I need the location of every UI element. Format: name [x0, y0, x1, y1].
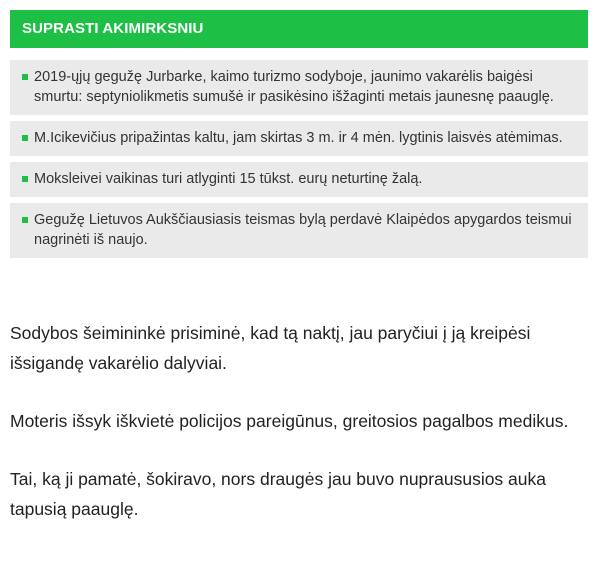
green-square-bullet-icon — [22, 176, 28, 182]
summary-item — [10, 121, 588, 156]
summary-item-text: 2019-ųjų gegužę Jurbarke, kaimo turizmo sodyboje, jaunimo vakarėlis baigėsi smurtu: septyniolikmetis sumušė ir pasikėsino išžaginti metais jaunesnę paauglę. — [34, 69, 554, 105]
summary-item-text: Moksleivei vaikinas turi atlyginti 15 tūkst. eurų neturtinę žalą. — [34, 171, 423, 187]
summary-item — [10, 203, 588, 258]
summary-title: SUPRASTI AKIMIRKSNIU — [10, 10, 588, 48]
article-body — [10, 318, 588, 552]
summary-item-text: M.Icikevičius pripažintas kaltu, jam skirtas 3 m. ir 4 mėn. lygtinis laisvės atėmimas. — [34, 130, 563, 146]
article-paragraph: Moteris išsyk iškvietė policijos pareigūnus, greitosios pagalbos medikus. — [10, 411, 569, 431]
summary-item — [10, 162, 588, 197]
green-square-bullet-icon — [22, 217, 28, 223]
article-paragraph: Tai, ką ji pamatė, šokiravo, nors draugės jau buvo nupraususios auka tapusią paauglę. — [10, 469, 546, 519]
green-square-bullet-icon — [22, 74, 28, 80]
summary-list — [10, 60, 588, 258]
summary-box — [10, 10, 588, 258]
summary-item-text: Gegužę Lietuvos Aukščiausiasis teismas bylą perdavė Klaipėdos apygardos teismui nagrinėti iš naujo. — [34, 212, 572, 248]
summary-item — [10, 60, 588, 115]
article-paragraph: Sodybos šeimininkė prisiminė, kad tą naktį, jau paryčiui į ją kreipėsi išsigandę vakarėlio dalyviai. — [10, 323, 531, 373]
green-square-bullet-icon — [22, 135, 28, 141]
